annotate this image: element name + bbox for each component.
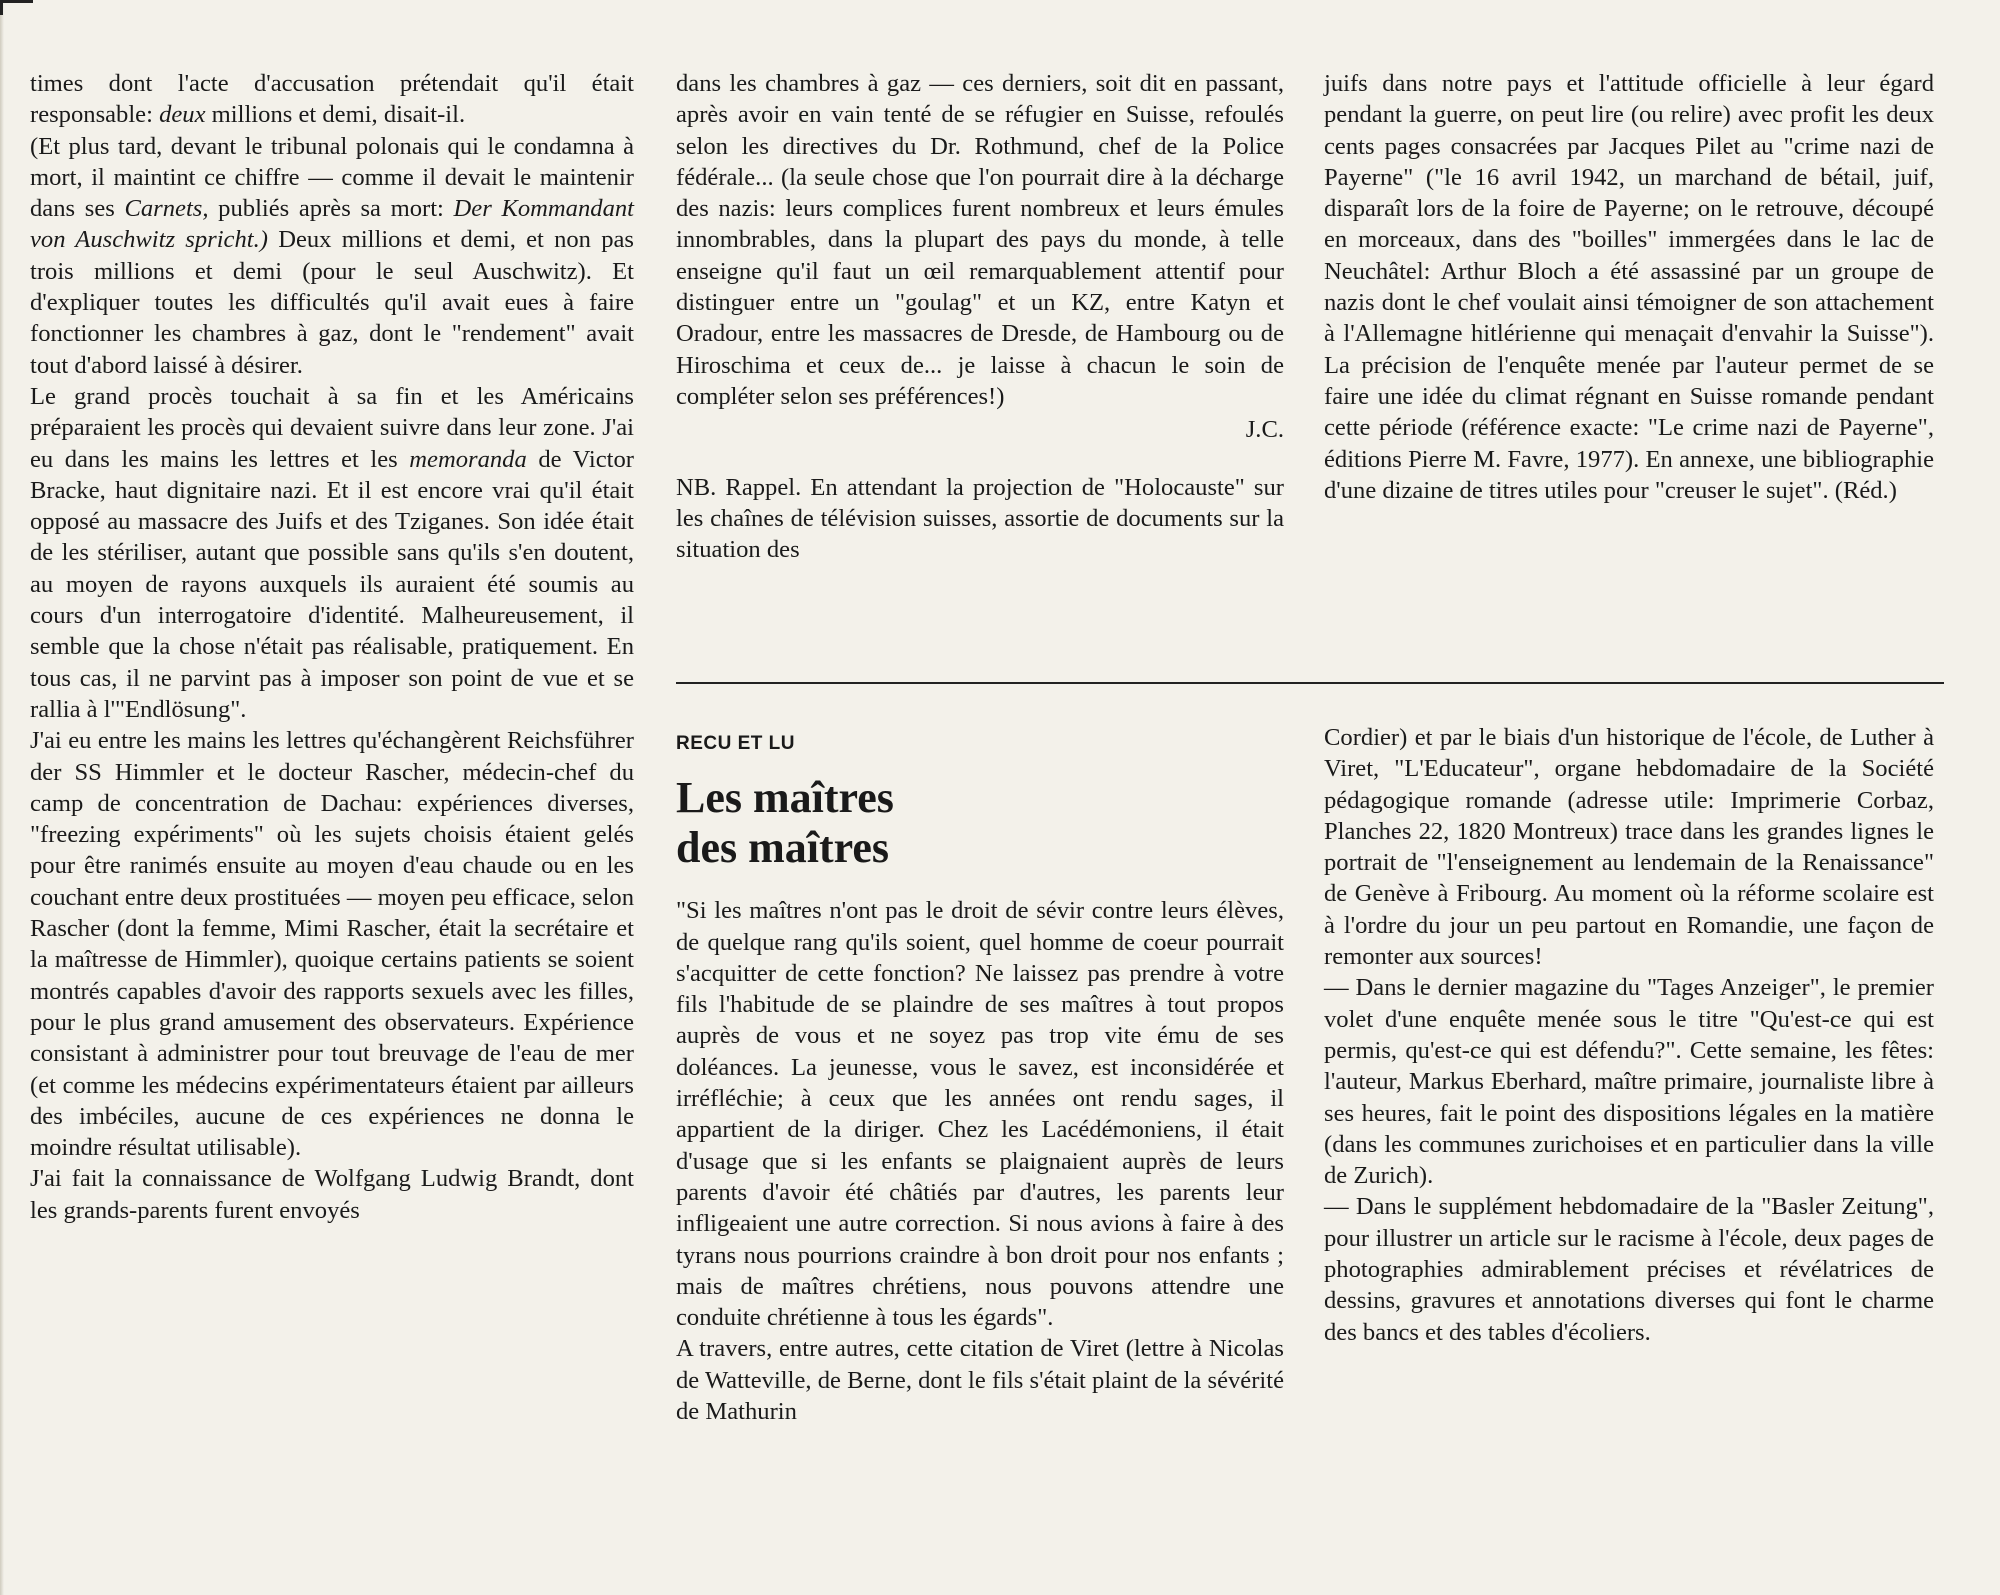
col2-paragraph-1: dans les chambres à gaz — ces derniers, soit dit en passant, après avoir en vain tenté de se réfugier en Suisse, refoulés selon les directives du Dr. Rothmund, chef de la Police fédérale... (la seule chose que l'on pourrait dire à la décharge des nazis: leurs complices furent nombreux et leurs émules innombrables, dans la plupart des pays du monde, à telle enseigne qu'il faut un œil remarquablement attentif pour distinguer entre un "goulag" et un KZ, entre Katyn et Oradour, entre les massacres de Dresde, de Hambourg ou de Hiroschima et ceux de... je laisse à chacun le soin de compléter selon ses préférences!) bbox=[676, 70, 1284, 410]
col1-paragraph-5: J'ai fait la connaissance de Wolfgang Ludwig Brandt, dont les grands-parents furent envoyés bbox=[30, 1165, 634, 1224]
nb-note: NB. Rappel. En attendant la projection de "Holocauste" sur les chaînes de télévision suisses, assortie de documents sur la situation des bbox=[676, 473, 1284, 564]
col1-paragraph-1: times dont l'acte d'accusation prétendait qu'il était responsable: deux millions et demi, disait-il. bbox=[30, 70, 634, 129]
column-1 bbox=[30, 68, 634, 1226]
column-2 bbox=[676, 68, 1284, 565]
article-column-2 bbox=[1324, 722, 1934, 1348]
article-column-1 bbox=[676, 722, 1284, 1427]
corner-mark bbox=[0, 0, 33, 15]
article-headline: Les maîtres des maîtres bbox=[676, 773, 894, 873]
col1-paragraph-4: J'ai eu entre les mains les lettres qu'échangèrent Reichsführer der SS Himmler et le docteur Rascher, médecin-chef du camp de concentration de Dachau: expériences diverses, "freezing expériments" où les sujets choisis étaient gelés pour être ranimés ensuite au moyen d'eau chaude ou en les couchant entre deux prostituées — moyen peu efficace, selon Rascher (dont la femme, Mimi Rascher, était la secrétaire et la maîtresse de Himmler), quoique certains patients se soient montrés capables d'avoir des rapports sexuels avec les filles, pour le plus grand amusement des observateurs. Expérience consistant à administrer pour tout breuvage de l'eau de mer (et comme les médecins expérimentateurs étaient par ailleurs des imbéciles, aucune de ces expériences ne donna le moindre résultat utilisable). bbox=[30, 727, 634, 1162]
col3-paragraph-1: juifs dans notre pays et l'attitude officielle à leur égard pendant la guerre, on peut lire (ou relire) avec profit les deux cents pages consacrées par Jacques Pilet au "crime nazi de Payerne" ("le 16 avril 1942, un marchand de bétail, juif, disparaît lors de la foire de Payerne; on le retrouve, découpé en morceaux, dans des "boilles" immergées dans le lac de Neuchâtel: Arthur Bloch a été assassiné par un groupe de nazis dont le chef voulait ainsi témoigner de son attachement à l'Allemagne hitlérienne qui menaçait d'envahir la Suisse"). La précision de l'enquête menée par l'auteur permet de se faire une idée du climat régnant en Suisse romande pendant cette période (référence exacte: "Le crime nazi de Payerne", éditions Pierre M. Favre, 1977). En annexe, une bibliographie d'une dizaine de titres utiles pour "creuser le sujet". (Réd.) bbox=[1324, 70, 1934, 504]
page-edge-shadow bbox=[0, 0, 4, 1595]
article-paragraph-1: A travers, entre autres, cette citation de Viret (lettre à Nicolas de Watteville, de Berne, dont le fils s'était plaint de la sévérité de Mathurin bbox=[676, 1335, 1284, 1426]
article-paragraph-3: — Dans le dernier magazine du "Tages Anzeiger", le premier volet d'une enquête menée sous le titre "Qu'est-ce qui est permis, qu'est-ce qui est défendu?". Cette semaine, les fêtes: l'auteur, Markus Eberhard, maître primaire, journaliste libre à ses heures, fait le point des dispositions légales en la matière (dans les communes zurichoises et en particulier dans la ville de Zurich). bbox=[1324, 974, 1934, 1190]
col1-paragraph-2: (Et plus tard, devant le tribunal polonais qui le condamna à mort, il maintint ce chiffre — comme il devait le maintenir dans ses Carnets, publiés après sa mort: Der Kommandant von Auschwitz spricht.) Deux millions et demi, et non pas trois millions et demi (pour le seul Auschwitz). Et d'expliquer toutes les difficultés qu'il avait eues à faire fonctionner les chambres à gaz, dont le "rendement" avait tout d'abord laissé à désirer. bbox=[30, 132, 635, 379]
col1-paragraph-3: Le grand procès touchait à sa fin et les Américains préparaient les procès qui devaient suivre dans leur zone. J'ai eu dans les mains les lettres et les memoranda de Victor Bracke, haut dignitaire nazi. Et il est encore vrai qu'il était opposé au massacre des Juifs et des Tziganes. Son idée était de les stériliser, autant que possible sans qu'ils s'en doutent, au moyen de rayons auxquels ils auraient été soumis au cours d'un interrogatoire d'identité. Malheureusement, il semble que la chose n'était pas réalisable, pratiquement. En tous cas, il ne parvint pas à imposer son point de vue et se rallia à l'"Endlösung". bbox=[30, 382, 634, 723]
section-divider bbox=[676, 682, 1944, 684]
author-signature: J.C. bbox=[1245, 416, 1284, 444]
column-3 bbox=[1324, 68, 1934, 506]
section-kicker: RECU ET LU bbox=[676, 733, 795, 754]
article-quote: "Si les maîtres n'ont pas le droit de sévir contre leurs élèves, de quelque rang qu'ils soient, quel homme de coeur pourrait s'acquitter de cette fonction? Ne laissez pas prendre à votre fils l'habitude de se plaindre de ses maîtres à tout propos auprès de vous et ne soyez pas trop vite ému de ses doléances. La jeunesse, vous le savez, est inconsidérée et irréfléchie; à ceux que les années ont rendu sages, il appartient de la diriger. Chez les Lacédémoniens, il était d'usage que si les enfants se plaignaient auprès de leurs parents d'avoir été châtiés par d'autres, les parents leur infligeaient une autre correction. Si nous avions à faire à des tyrans nous pourrions craindre à bon droit pour nos enfants ; mais de maîtres chrétiens, nous pouvons attendre une conduite chrétienne à tous les égards". bbox=[676, 897, 1284, 1332]
article-paragraph-2: Cordier) et par le biais d'un historique de l'école, de Luther à Viret, "L'Educateur", organe hebdomadaire de la Société pédagogique romande (adresse utile: Imprimerie Corbaz, Planches 22, 1820 Montreux) trace dans les grandes lignes le portrait de "l'enseignement au lendemain de la Renaissance" de Genève à Fribourg. Au moment où la réforme scolaire est à l'ordre du jour un peu partout en Romandie, une façon de remonter aux sources! bbox=[1324, 724, 1934, 971]
article-paragraph-4: — Dans le supplément hebdomadaire de la "Basler Zeitung", pour illustrer un article sur le racisme à l'école, deux pages de photographies admirablement précises et révélatrices de dessins, gravures et annotations diverses qui font le charme des bancs et des tables d'écoliers. bbox=[1324, 1193, 1934, 1346]
